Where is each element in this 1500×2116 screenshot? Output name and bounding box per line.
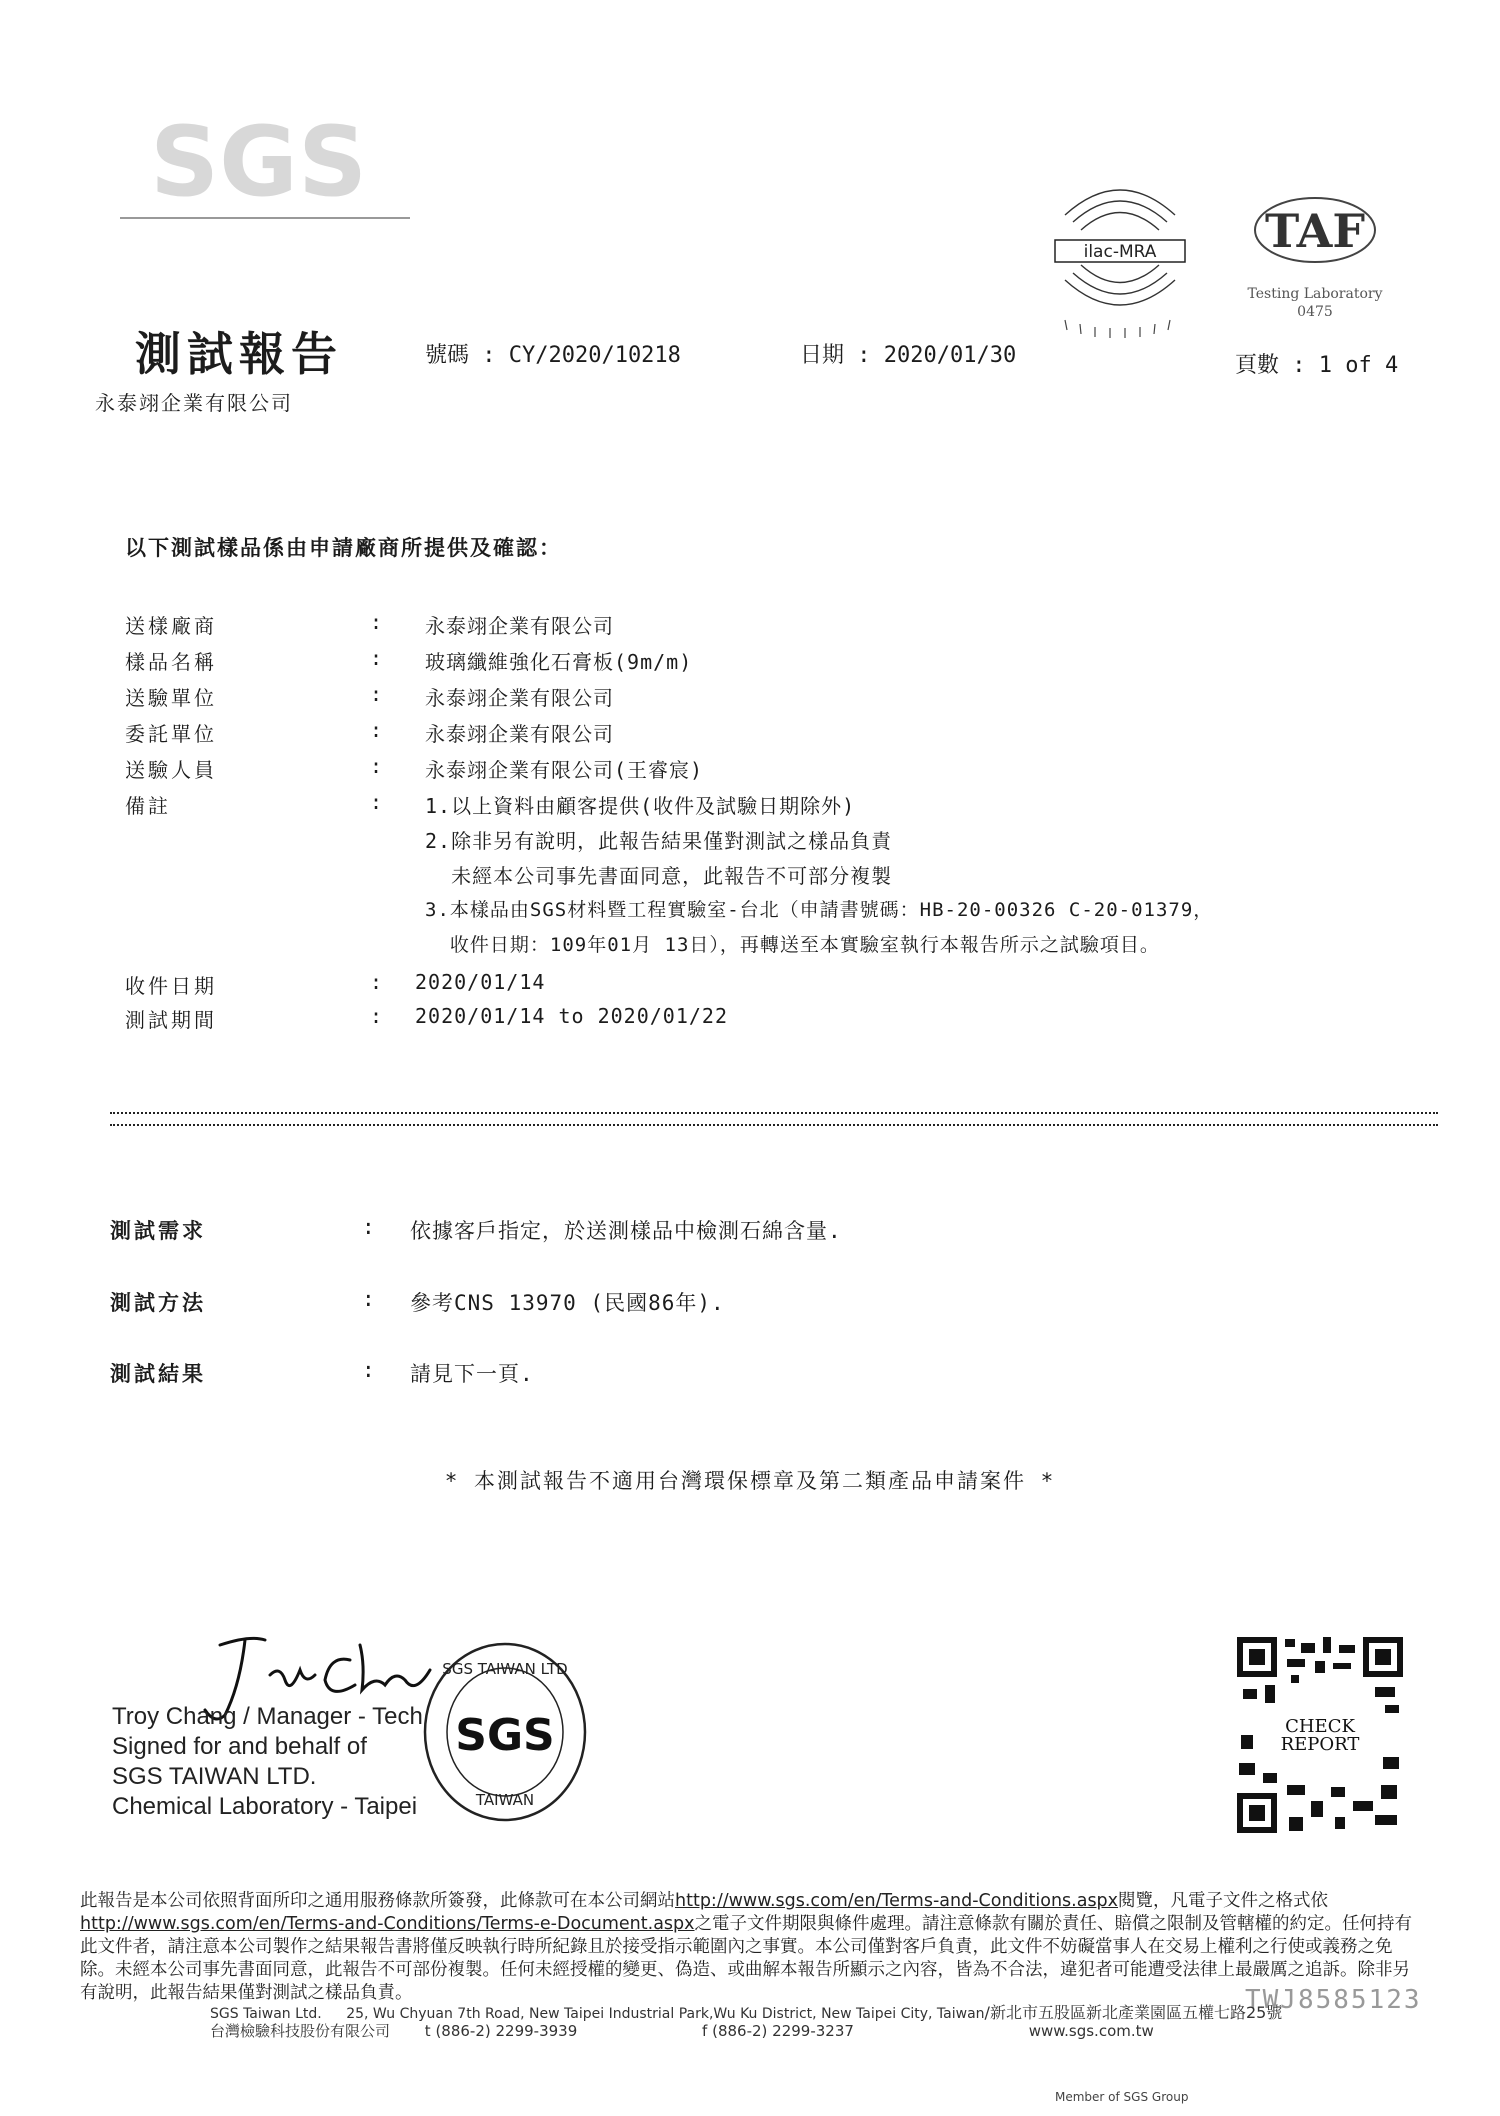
client-company: 永泰翊企業有限公司 [95, 391, 293, 415]
report-number: 號碼 : CY/2020/10218 [425, 343, 681, 368]
taf-caption [1240, 285, 1390, 321]
field-label: 委託單位 [125, 722, 217, 746]
field-value: 永泰翊企業有限公司 [425, 614, 614, 638]
qr-code[interactable] [1235, 1635, 1405, 1835]
field-label: 收件日期 [125, 974, 217, 998]
footer-tel: t (886-2) 2299-3939 [424, 2022, 578, 2040]
document-code: TWJ8585123 [1245, 1985, 1422, 2015]
footer-website[interactable]: www.sgs.com.tw [1028, 2022, 1154, 2040]
requirement-value: 依據客戶指定，於送測樣品中檢測石綿含量. [410, 1219, 842, 1243]
requirement-colon: : [362, 1358, 375, 1382]
footer-contact-line [210, 2020, 1440, 2041]
signatory-name: Troy Chang / Manager - Tech [112, 1703, 423, 1730]
field-value: 永泰翊企業有限公司 [425, 686, 614, 710]
footer-address-zh: /新北市五股區新北產業園區五權七路25號 [984, 2003, 1283, 2022]
field-colon: : [370, 790, 383, 814]
field-colon: : [370, 1004, 383, 1028]
footer-company-en: SGS Taiwan Ltd. [210, 2006, 322, 2022]
stamp-center-text: SGS [455, 1710, 555, 1761]
footer-address-en: 25, Wu Chyuan 7th Road, New Taipei Industrial Park,Wu Ku District, New Taipei City, Taiwan [346, 2006, 985, 2022]
note-line: 未經本公司事先書面同意，此報告不可部分複製 [425, 864, 893, 888]
ilac-mra-seal [1045, 170, 1195, 340]
footer-member: Member of SGS Group [1055, 2090, 1189, 2104]
qr-code-graphic [1235, 1635, 1405, 1835]
field-label: 送驗人員 [125, 758, 217, 782]
footer-company-zh: 台灣檢驗科技股份有限公司 [210, 2022, 391, 2040]
field-colon: : [370, 970, 383, 994]
report-title: 測試報告 [135, 327, 343, 381]
legal-terms [80, 1890, 1420, 2005]
field-label: 樣品名稱 [125, 650, 217, 674]
stamp-top-text: SGS TAIWAN LTD [442, 1660, 568, 1678]
taf-text: TAF [1264, 204, 1366, 258]
field-colon: : [370, 610, 383, 634]
test-period: 2020/01/14 to 2020/01/22 [415, 1004, 728, 1028]
field-colon: : [370, 646, 383, 670]
field-colon: : [370, 682, 383, 706]
requirement-label: 測試結果 [110, 1362, 206, 1386]
note-line: 收件日期：109年01月 13日），再轉送至本實驗室執行本報告所示之試驗項目。 [425, 934, 1160, 956]
intro-statement: 以下測試樣品係由申請廠商所提供及確認： [125, 536, 562, 560]
signatory-line: SGS TAIWAN LTD. [112, 1763, 317, 1790]
footer-fax: f (886-2) 2299-3237 [702, 2022, 854, 2040]
legal-text: 之電子文件期限與條件處理。請注意條款有關於責任、賠償之限制及管轄權的約定。任何持有此文件者，請注意本公司製作之結果報告書將僅反映執行時所紀錄且於接受指示範圍內之事實。本公司僅對客戶負責，此文件不妨礙當事人在交易上權利之行使或義務之免除。未經本公司事先書面同意，此報告不可部份複製。任何未經授權的變更、偽造、或曲解本報告所顯示之內容，皆為不合法，違犯者可能遭受法律上最嚴厲之追訴。除非另有說明，此報告結果僅對測試之樣品負責。 [80, 1914, 1413, 2003]
legal-text: 閱覽，凡電子文件之格式依 [1118, 1891, 1329, 1911]
e-document-terms-link[interactable]: http://www.sgs.com/en/Terms-and-Conditions/Terms-e-Document.aspx [80, 1914, 695, 1934]
note-line: 3.本樣品由SGS材料暨工程實驗室-台北（申請書號碼：HB-20-00326 C-20-01379， [425, 899, 1214, 921]
company-stamp [420, 1640, 590, 1825]
field-label: 測試期間 [125, 1008, 217, 1032]
taf-caption-line2: 0475 [1297, 304, 1333, 320]
notes-label: 備註 [125, 794, 171, 818]
received-date: 2020/01/14 [415, 970, 546, 994]
note-line: 1.以上資料由顧客提供(收件及試驗日期除外) [425, 794, 856, 818]
requirement-label: 測試需求 [110, 1219, 206, 1243]
requirement-colon: : [362, 1287, 375, 1311]
disclaimer: * 本測試報告不適用台灣環保標章及第二類產品申請案件 * [444, 1469, 1056, 1493]
qr-label-line1: CHECK [1285, 1716, 1355, 1737]
legal-text: 此報告是本公司依照背面所印之通用服務條款所簽發，此條款可在本公司網站 [80, 1891, 675, 1911]
field-value: 永泰翊企業有限公司(王睿宸) [425, 758, 704, 782]
stamp-bottom-text: TAIWAN [475, 1791, 535, 1809]
requirement-colon: : [362, 1215, 375, 1239]
requirement-label: 測試方法 [110, 1291, 206, 1315]
section-divider [110, 1112, 1438, 1126]
field-colon: : [370, 754, 383, 778]
field-label: 送驗單位 [125, 686, 217, 710]
field-value: 玻璃纖維強化石膏板(9m/m) [425, 650, 693, 674]
report-date: 日期 : 2020/01/30 [800, 343, 1017, 368]
signatory-line: Chemical Laboratory - Taipei [112, 1793, 418, 1820]
qr-label-line2: REPORT [1280, 1734, 1360, 1755]
sgs-logo [120, 105, 410, 235]
ilac-mra-text: ilac-MRA [1083, 242, 1157, 262]
field-value: 永泰翊企業有限公司 [425, 722, 614, 746]
taf-caption-line1: Testing Laboratory [1247, 286, 1383, 302]
requirement-value: 參考CNS 13970 (民國86年). [410, 1291, 725, 1315]
field-colon: : [370, 718, 383, 742]
sgs-logo-text: SGS [150, 106, 368, 218]
requirement-value: 請見下一頁. [410, 1362, 534, 1386]
signatory-line: Signed for and behalf of [112, 1733, 367, 1760]
page-count: 頁數 : 1 of 4 [1235, 353, 1399, 378]
terms-link[interactable]: http://www.sgs.com/en/Terms-and-Conditions.aspx [675, 1891, 1119, 1911]
note-line: 2.除非另有說明，此報告結果僅對測試之樣品負責 [425, 829, 893, 853]
field-label: 送樣廠商 [125, 614, 217, 638]
